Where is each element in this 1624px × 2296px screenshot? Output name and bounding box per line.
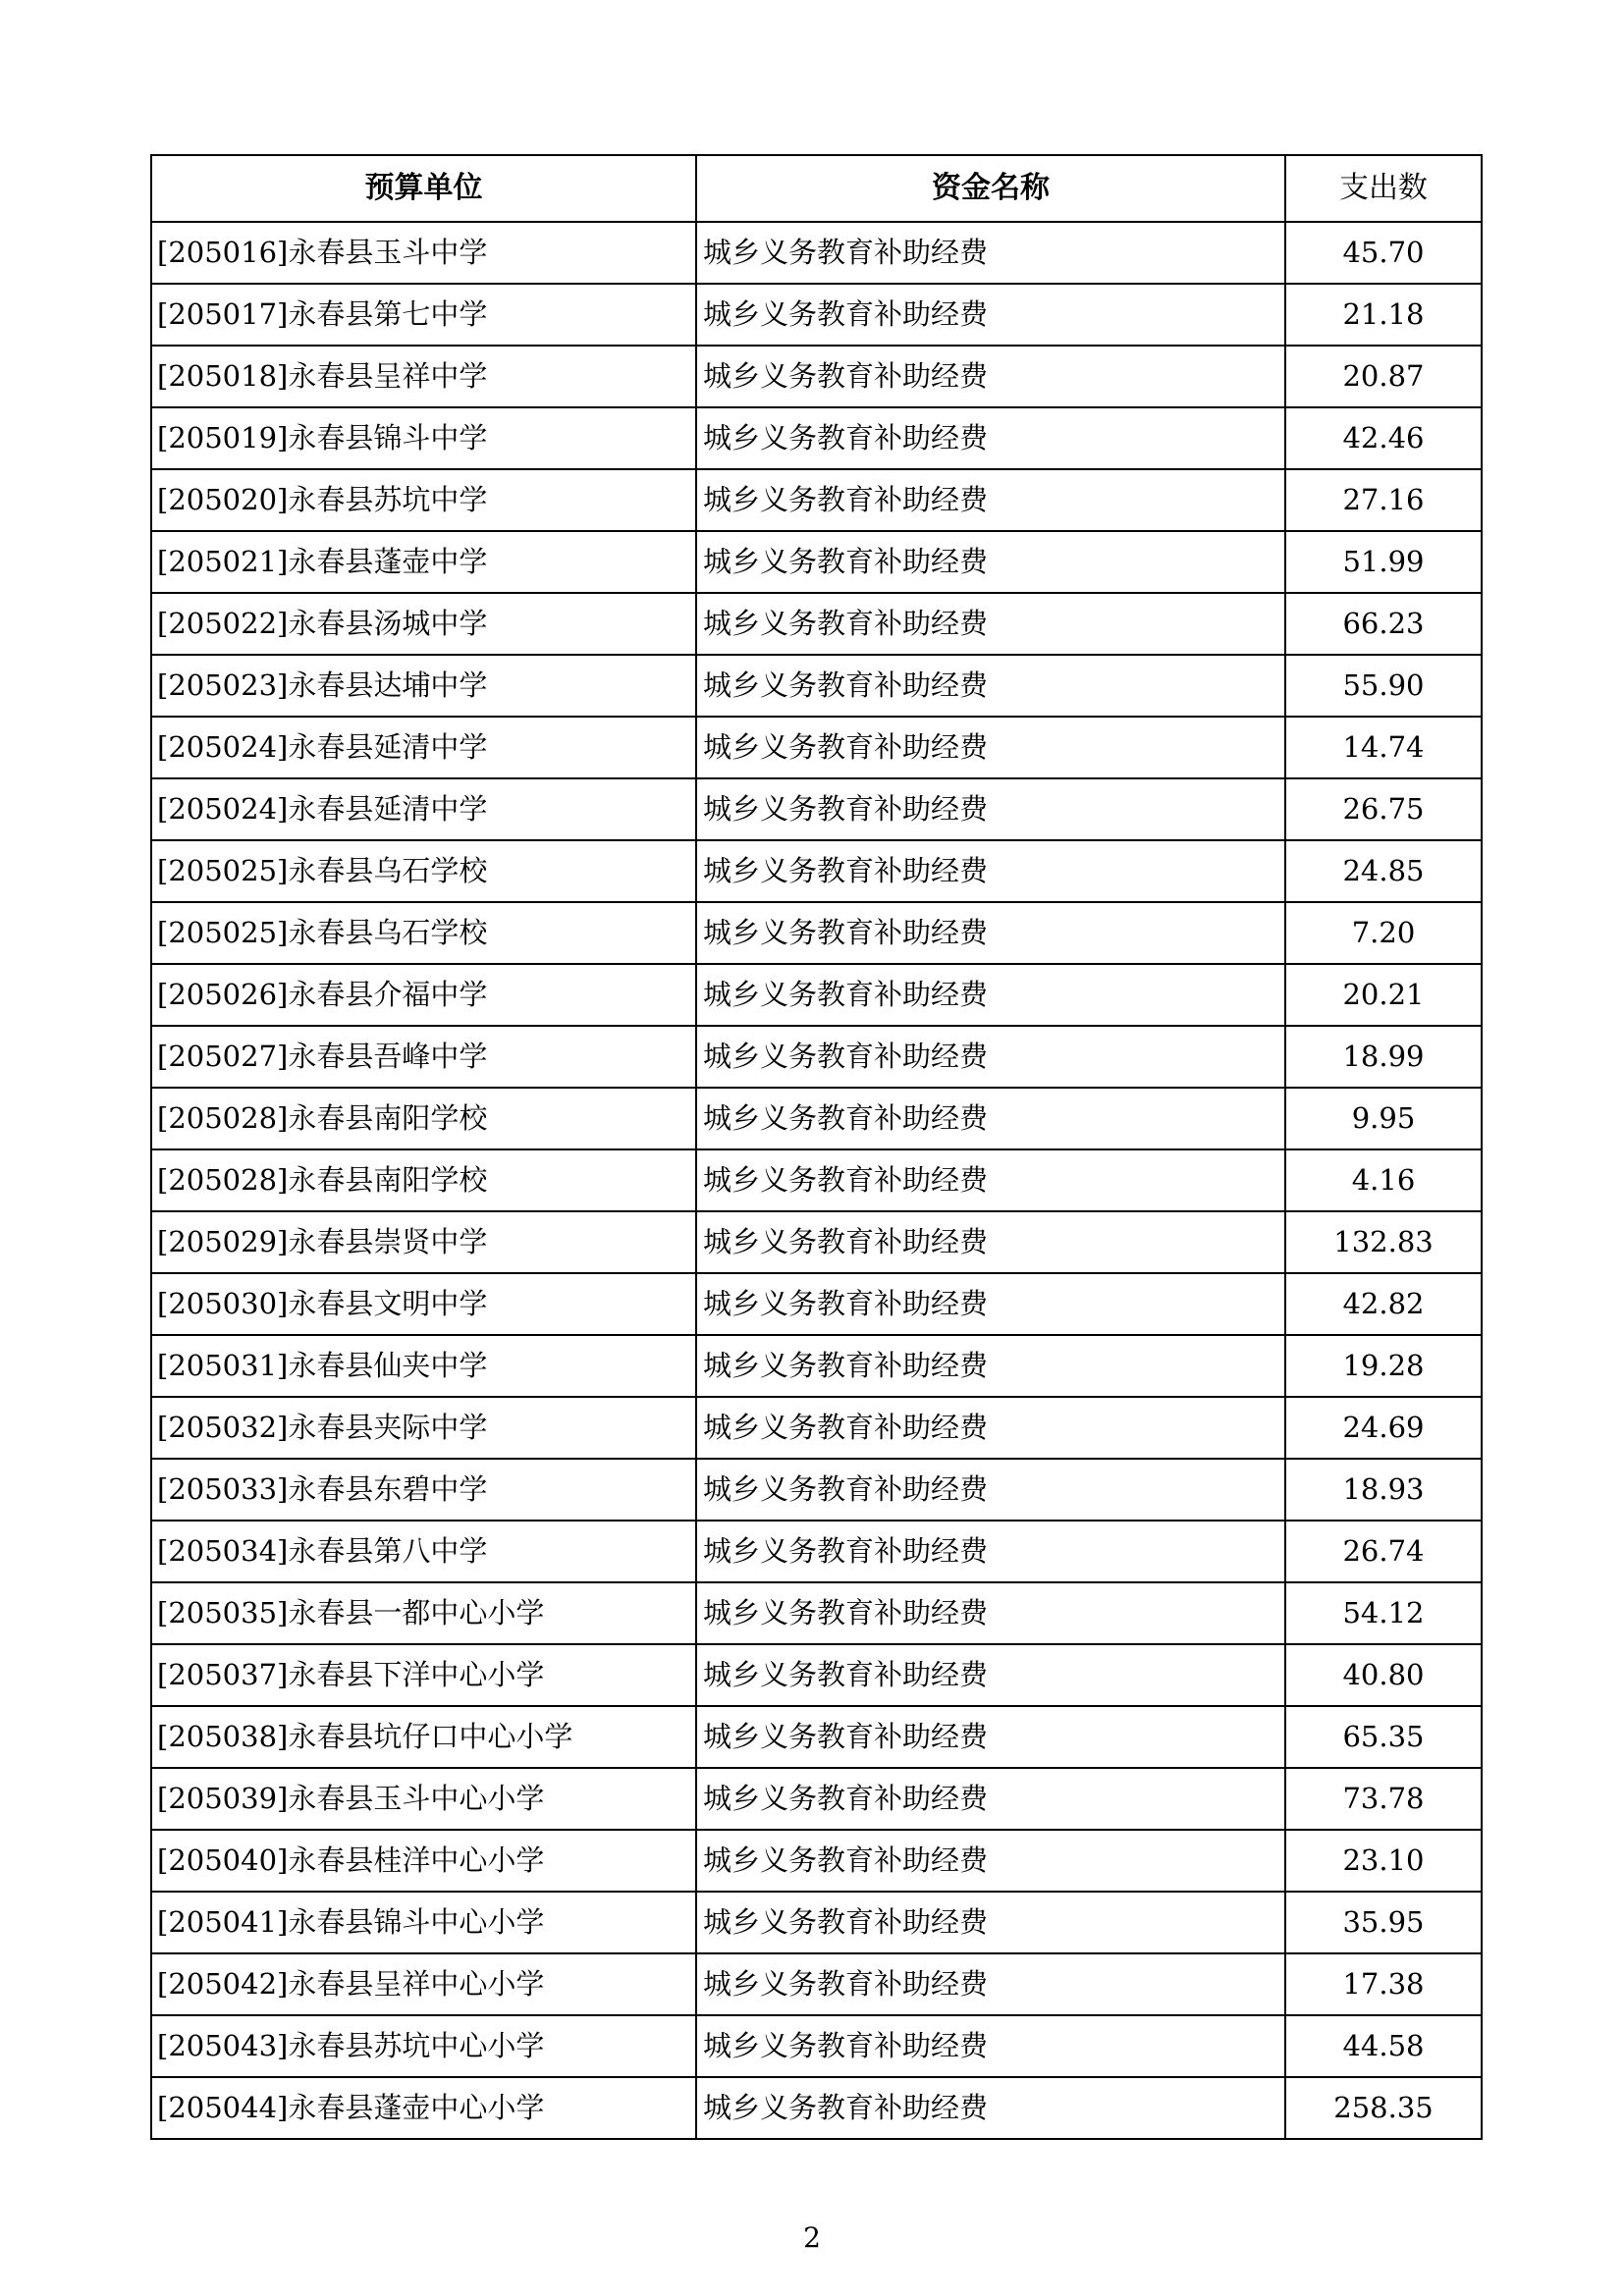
fund-name-cell: 城乡义务教育补助经费 <box>696 1706 1285 1768</box>
expenditure-cell: 66.23 <box>1285 593 1482 655</box>
fund-name-cell: 城乡义务教育补助经费 <box>696 1521 1285 1582</box>
table-row <box>151 655 1482 717</box>
expenditure-cell: 20.87 <box>1285 346 1482 407</box>
expenditure-cell: 14.74 <box>1285 717 1482 778</box>
budget-unit-cell: [205028]永春县南阳学校 <box>151 1088 696 1149</box>
budget-unit-cell: [205043]永春县苏坑中心小学 <box>151 2015 696 2077</box>
expenditure-cell: 45.70 <box>1285 222 1482 284</box>
expenditure-cell: 24.85 <box>1285 840 1482 902</box>
budget-unit-cell: [205038]永春县坑仔口中心小学 <box>151 1706 696 1768</box>
table-row <box>151 1149 1482 1211</box>
table-row <box>151 1273 1482 1335</box>
expenditure-cell: 21.18 <box>1285 284 1482 346</box>
expenditure-cell: 51.99 <box>1285 531 1482 593</box>
expenditure-cell: 19.28 <box>1285 1335 1482 1397</box>
expenditure-cell: 17.38 <box>1285 1953 1482 2015</box>
expenditure-cell: 54.12 <box>1285 1582 1482 1644</box>
fund-name-cell: 城乡义务教育补助经费 <box>696 1397 1285 1459</box>
budget-unit-cell: [205035]永春县一都中心小学 <box>151 1582 696 1644</box>
page-number: 2 <box>803 2221 821 2254</box>
table-row <box>151 902 1482 964</box>
fund-name-cell: 城乡义务教育补助经费 <box>696 1211 1285 1273</box>
table-row <box>151 593 1482 655</box>
expenditure-cell: 9.95 <box>1285 1088 1482 1149</box>
fund-name-cell: 城乡义务教育补助经费 <box>696 1335 1285 1397</box>
expenditure-cell: 26.74 <box>1285 1521 1482 1582</box>
table-row <box>151 1026 1482 1088</box>
fund-name-cell: 城乡义务教育补助经费 <box>696 1273 1285 1335</box>
header-row <box>151 155 1482 222</box>
table-row <box>151 1830 1482 1892</box>
expenditure-cell: 35.95 <box>1285 1892 1482 1953</box>
fund-name-cell: 城乡义务教育补助经费 <box>696 964 1285 1026</box>
fund-name-cell: 城乡义务教育补助经费 <box>696 222 1285 284</box>
table-row <box>151 1892 1482 1953</box>
budget-unit-cell: [205030]永春县文明中学 <box>151 1273 696 1335</box>
fund-name-cell: 城乡义务教育补助经费 <box>696 531 1285 593</box>
fund-name-cell: 城乡义务教育补助经费 <box>696 1149 1285 1211</box>
table-row <box>151 531 1482 593</box>
budget-unit-cell: [205016]永春县玉斗中学 <box>151 222 696 284</box>
fund-name-cell: 城乡义务教育补助经费 <box>696 2077 1285 2139</box>
budget-unit-cell: [205034]永春县第八中学 <box>151 1521 696 1582</box>
budget-unit-cell: [205027]永春县吾峰中学 <box>151 1026 696 1088</box>
fund-name-cell: 城乡义务教育补助经费 <box>696 593 1285 655</box>
fund-name-cell: 城乡义务教育补助经费 <box>696 346 1285 407</box>
expenditure-cell: 55.90 <box>1285 655 1482 717</box>
fund-name-cell: 城乡义务教育补助经费 <box>696 1892 1285 1953</box>
table-body <box>151 222 1482 2139</box>
expenditure-cell: 20.21 <box>1285 964 1482 1026</box>
table-row <box>151 1953 1482 2015</box>
expenditure-cell: 258.35 <box>1285 2077 1482 2139</box>
expenditure-cell: 7.20 <box>1285 902 1482 964</box>
table-row <box>151 222 1482 284</box>
budget-unit-cell: [205023]永春县达埔中学 <box>151 655 696 717</box>
budget-unit-cell: [205025]永春县乌石学校 <box>151 902 696 964</box>
budget-unit-cell: [205042]永春县呈祥中心小学 <box>151 1953 696 2015</box>
table-row <box>151 1088 1482 1149</box>
table-header <box>151 155 1482 222</box>
table-row <box>151 346 1482 407</box>
budget-unit-cell: [205018]永春县呈祥中学 <box>151 346 696 407</box>
budget-unit-cell: [205025]永春县乌石学校 <box>151 840 696 902</box>
budget-unit-cell: [205031]永春县仙夹中学 <box>151 1335 696 1397</box>
table-row <box>151 2015 1482 2077</box>
expenditure-cell: 40.80 <box>1285 1644 1482 1706</box>
budget-unit-cell: [205019]永春县锦斗中学 <box>151 407 696 469</box>
expenditure-cell: 4.16 <box>1285 1149 1482 1211</box>
budget-unit-cell: [205022]永春县汤城中学 <box>151 593 696 655</box>
fund-name-cell: 城乡义务教育补助经费 <box>696 778 1285 840</box>
fund-name-cell: 城乡义务教育补助经费 <box>696 1459 1285 1521</box>
budget-unit-cell: [205040]永春县桂洋中心小学 <box>151 1830 696 1892</box>
table-row <box>151 1582 1482 1644</box>
budget-unit-cell: [205024]永春县延清中学 <box>151 778 696 840</box>
expenditure-cell: 18.99 <box>1285 1026 1482 1088</box>
budget-unit-cell: [205021]永春县蓬壶中学 <box>151 531 696 593</box>
expenditure-cell: 23.10 <box>1285 1830 1482 1892</box>
budget-unit-cell: [205017]永春县第七中学 <box>151 284 696 346</box>
fund-name-cell: 城乡义务教育补助经费 <box>696 1644 1285 1706</box>
fund-name-cell: 城乡义务教育补助经费 <box>696 1953 1285 2015</box>
budget-unit-cell: [205041]永春县锦斗中心小学 <box>151 1892 696 1953</box>
fund-name-cell: 城乡义务教育补助经费 <box>696 717 1285 778</box>
table-row <box>151 469 1482 531</box>
table-row <box>151 284 1482 346</box>
expenditure-cell: 73.78 <box>1285 1768 1482 1830</box>
fund-name-cell: 城乡义务教育补助经费 <box>696 1026 1285 1088</box>
fund-name-cell: 城乡义务教育补助经费 <box>696 1088 1285 1149</box>
table-row <box>151 1335 1482 1397</box>
budget-unit-cell: [205037]永春县下洋中心小学 <box>151 1644 696 1706</box>
fund-name-cell: 城乡义务教育补助经费 <box>696 655 1285 717</box>
fund-name-cell: 城乡义务教育补助经费 <box>696 407 1285 469</box>
budget-unit-cell: [205028]永春县南阳学校 <box>151 1149 696 1211</box>
budget-unit-cell: [205044]永春县蓬壶中心小学 <box>151 2077 696 2139</box>
table-row <box>151 840 1482 902</box>
expenditure-cell: 18.93 <box>1285 1459 1482 1521</box>
table-row <box>151 1211 1482 1273</box>
table-row <box>151 717 1482 778</box>
table-row <box>151 1397 1482 1459</box>
fund-name-cell: 城乡义务教育补助经费 <box>696 1582 1285 1644</box>
expenditure-cell: 65.35 <box>1285 1706 1482 1768</box>
budget-unit-cell: [205039]永春县玉斗中心小学 <box>151 1768 696 1830</box>
table-row <box>151 778 1482 840</box>
fund-name-cell: 城乡义务教育补助经费 <box>696 284 1285 346</box>
table-row <box>151 1644 1482 1706</box>
fund-name-cell: 城乡义务教育补助经费 <box>696 2015 1285 2077</box>
table-row <box>151 1706 1482 1768</box>
table-row <box>151 2077 1482 2139</box>
expenditure-cell: 26.75 <box>1285 778 1482 840</box>
table-row <box>151 964 1482 1026</box>
budget-unit-cell: [205024]永春县延清中学 <box>151 717 696 778</box>
header-budget-unit: 预算单位 <box>151 155 696 222</box>
fund-name-cell: 城乡义务教育补助经费 <box>696 840 1285 902</box>
fund-name-cell: 城乡义务教育补助经费 <box>696 1830 1285 1892</box>
table-row <box>151 1459 1482 1521</box>
expenditure-cell: 42.46 <box>1285 407 1482 469</box>
budget-unit-cell: [205032]永春县夹际中学 <box>151 1397 696 1459</box>
budget-table <box>150 154 1483 2140</box>
header-fund-name: 资金名称 <box>696 155 1285 222</box>
expenditure-cell: 24.69 <box>1285 1397 1482 1459</box>
budget-unit-cell: [205033]永春县东碧中学 <box>151 1459 696 1521</box>
expenditure-cell: 27.16 <box>1285 469 1482 531</box>
expenditure-cell: 132.83 <box>1285 1211 1482 1273</box>
table-row <box>151 1768 1482 1830</box>
expenditure-cell: 42.82 <box>1285 1273 1482 1335</box>
table-row <box>151 1521 1482 1582</box>
expenditure-cell: 44.58 <box>1285 2015 1482 2077</box>
fund-name-cell: 城乡义务教育补助经费 <box>696 902 1285 964</box>
fund-name-cell: 城乡义务教育补助经费 <box>696 1768 1285 1830</box>
budget-unit-cell: [205029]永春县崇贤中学 <box>151 1211 696 1273</box>
budget-unit-cell: [205026]永春县介福中学 <box>151 964 696 1026</box>
budget-unit-cell: [205020]永春县苏坑中学 <box>151 469 696 531</box>
header-expenditure: 支出数 <box>1285 155 1482 222</box>
table-row <box>151 407 1482 469</box>
fund-name-cell: 城乡义务教育补助经费 <box>696 469 1285 531</box>
